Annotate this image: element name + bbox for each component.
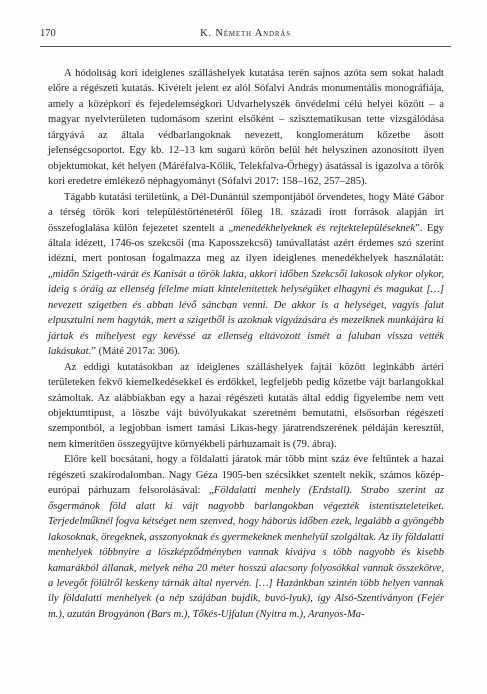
paragraph-3 [48, 360, 444, 453]
header-rule [40, 46, 451, 47]
paragraph-2 [48, 190, 444, 360]
italic-term: menedékhelyeknek és rejtektelepüléseknek [233, 222, 416, 234]
paragraph-4 [48, 452, 444, 622]
text-segment: Előre kell bocsátani, hogy a földalatti járatok már több mint száz éve feltűntek a hazai régészeti szakirodalomban. Nagy Géza 1905-ben szécsikket szentelt nekik, számos közép-európai párhuzam felsorolásával: „ [48, 454, 444, 497]
text-segment: ”. Egy általa idézett, 1746-os szekcsői (ma Kaposszekcső) tanúvallatást azért érdemes szó szerint idézni, mert pontosan fogalmazza meg az ilyen ideiglenes menedékhelyek használatát: „ [48, 222, 444, 280]
italic-quotation: midőn Szigeth-várát és Kanisát a török lakta, akkori időben Szekcsői lakosok olykor olykor, ideig s óráig az ellenség félelme miatt kintelenítettek helységüket elhagyni és magukat […] nevezett szigetben és abban lévő sáncban venni. De akkor is a helységet, vagyis falut elpusztulni nem hagyták, mert a szigetből is azoknak vigyázására és mezeiknek munkájára ki jártak és mihelyest egy kevéssé az ellenség eltávozott ismét a faluban vissza vették lakásukat. [48, 268, 444, 358]
page-number: 170 [40, 28, 56, 39]
text-segment: A hódoltság kori ideiglenes szálláshelyek kutatása terén sajnos azóta sem sokat haladt előre a régészeti kutatás. Kivételt jelent ez alól Sófalvi András monumentális monográfiája, amely a középkori és fejedelemségkori Udvarhelyszék önvédelmi célú helyei között – a magyar nyelvterületen tudomásom szerint elsőként – szisztematikusan tette vizsgálódása tárgyává az általa védbarlangoknak nevezett, konglomerátum kőzetbe ásott jelenségcsoportot. Egy kb. 12–13 km sugarú körön belül hét helyszínen azonosított ilyen objektumokat, két helyen (Máréfalva-Kőlik, Telekfalva-Őrhegy) ásatással is igazolva a török kori eredetre emlékező néphagyományt (Sófalvi 2017: 158–162, 257–285). [48, 68, 444, 188]
citation: ” (Máté 2017a: 306). [91, 346, 181, 358]
body-text [48, 66, 444, 622]
italic-quotation: Földalatti menhely (Erdstall). Strabo szerint az ősgermánok föld alatt ki vájt nagyobb barlangokban végezték istentiszteleteiket. Terjedelműknél fogva kétséget nem szenved, hogy háborús időben ezek, legalább a gyöngébb lakosoknak, öregeknek, asszonyoknak és gyermekeknek menhelyül szolgáltak. Az ily földalatti menhelyek többnyire a löszképződményben vannak kivájva s több nagyobb és kisebb kamarákból állanak, melyek néha 20 méter hosszú alacsony folyosókkal vannak összekötve, a levegőt fölülről keskeny tárnák által nyervén. […] Hazánkban szintén több helyen vannak ily földalatti menhelyek (a nép szájában bujdik, buvó-lyuk), így Alsó-Szentiványon (Fejér m.), azután Brogyánon (Bars m.), Tőkés-Ujfalun (Nyitra m.), Aranyos-Ma- [48, 485, 444, 620]
paragraph-1 [48, 66, 444, 190]
text-segment: Az eddigi kutatásokban az ideiglenes szálláshelyek fajtái között leginkább ártéri területeken fekvő kiemelkedésekkel és erdőkkel, legfeljebb pedig kőzetbe vájt barlangokkal számoltak. Az alábbiakban egy a hazai régészeti kutatás által eddig figyelembe nem vett objektumtípust, a löszbe vájt búvólyukakat szeretném bemutatni, elsősorban régészeti szempontból, a legjobban ismert tamási Likas-hegy járatrendszerének példáján keresztül, nem kimerítően összegyűjtve környékbeli párhuzamait is (79. ábra). [48, 361, 444, 450]
page-header [40, 28, 451, 44]
text-segment: Tágabb kutatási területünk, a Dél-Dunántúl szempontjából örvendetes, hogy Máté Gábor a térség török kori településtörténetéről főleg 18. századi írott források alapján írt összefoglalása külön fejezetet szentelt a „ [48, 191, 444, 234]
running-head: K. Németh András [200, 28, 291, 39]
